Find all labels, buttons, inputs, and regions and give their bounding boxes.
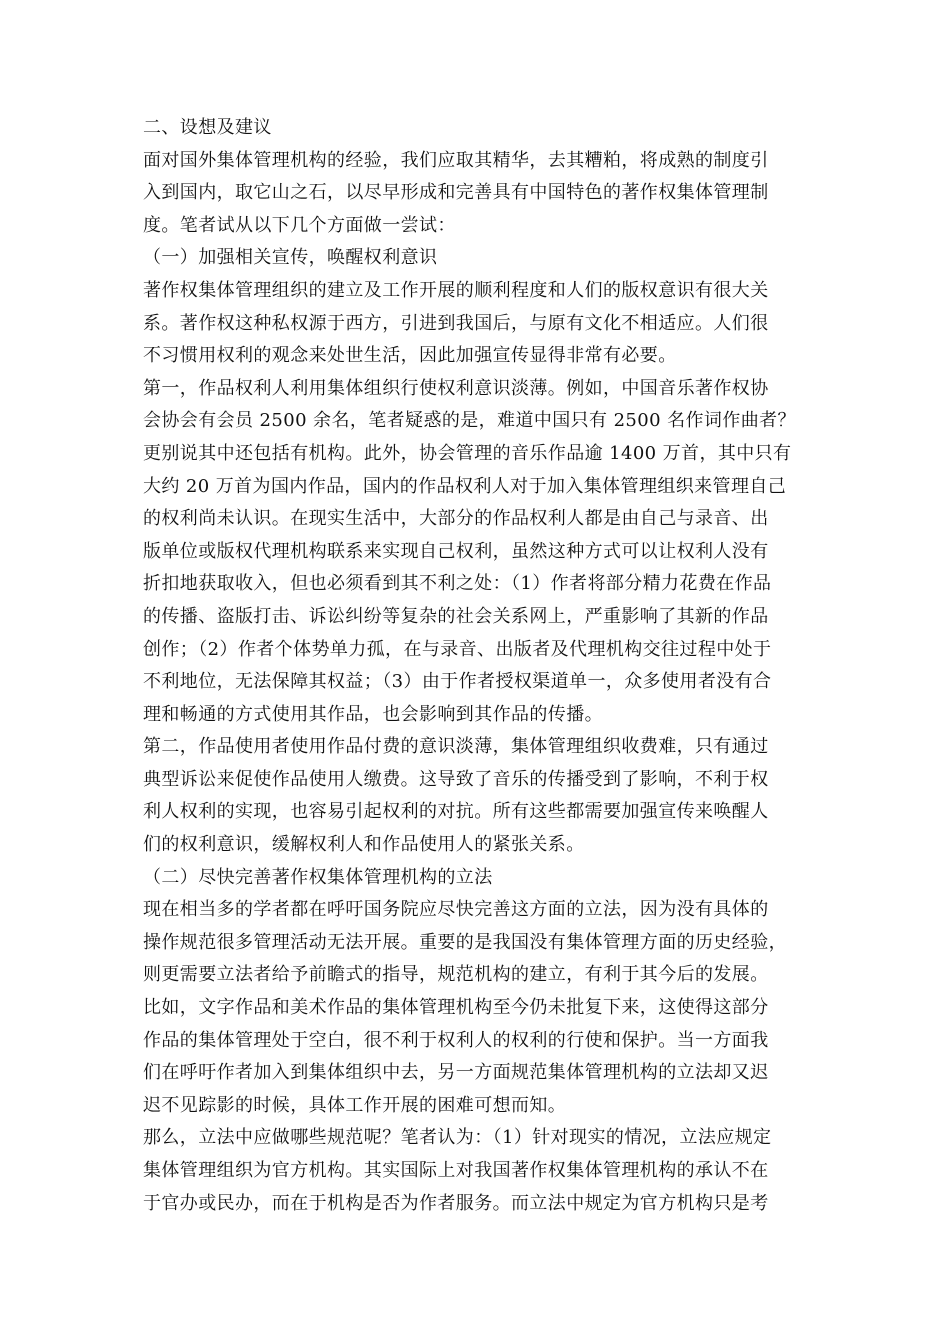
text-line: 那么，立法中应做哪些规范呢？笔者认为：（1）针对现实的情况，立法应规定: [143, 1127, 772, 1149]
text-line: 作品的集体管理处于空白，很不利于权利人的权利的行使和保护。当一方面我: [143, 1029, 769, 1051]
body-text: [143, 112, 813, 1220]
text-line: 集体管理组织为官方机构。其实国际上对我国著作权集体管理机构的承认不在: [143, 1160, 769, 1181]
text-line: 迟不见踪影的时候，具体工作开展的困难可想而知。: [143, 1094, 567, 1116]
text-line: 操作规范很多管理活动无法开展。重要的是我国没有集体管理方面的历史经验，: [143, 931, 787, 953]
text-line: 著作权集体管理组织的建立及工作开展的顺利程度和人们的版权意识有很大关: [143, 279, 769, 301]
section-heading-2: 二、设想及建议: [143, 117, 272, 138]
text-line: 比如，文字作品和美术作品的集体管理机构至今仍未批复下来，这使得这部分: [143, 997, 769, 1019]
subheading-2: （二）尽快完善著作权集体管理机构的立法: [143, 866, 493, 888]
text-line: 的权利尚未认识。在现实生活中，大部分的作品权利人都是由自己与录音、出: [143, 508, 769, 530]
text-line: 大约 20 万首为国内作品，国内的作品权利人对于加入集体管理组织来管理自己: [143, 475, 787, 497]
text-line: 的传播、盗版打击、诉讼纠纷等复杂的社会关系网上，严重影响了其新的作品: [143, 605, 769, 627]
subheading-1: （一）加强相关宣传，唤醒权利意识: [143, 247, 438, 269]
text-line: 创作；（2）作者个体势单力孤，在与录音、出版者及代理机构交往过程中处于: [143, 638, 772, 660]
text-line: 度。笔者试从以下几个方面做一尝试：: [143, 214, 456, 236]
text-line: 系。著作权这种私权源于西方，引进到我国后，与原有文化不相适应。人们很: [143, 312, 769, 334]
text-line: 于官办或民办，而在于机构是否为作者服务。而立法中规定为官方机构只是考: [143, 1192, 769, 1214]
text-line: 会协会有会员 2500 余名，笔者疑惑的是，难道中国只有 2500 名作词作曲者？: [143, 410, 796, 432]
text-line: 则更需要立法者给予前瞻式的指导，规范机构的建立，有利于其今后的发展。: [143, 964, 769, 986]
text-line: 们在呼吁作者加入到集体组织中去，另一方面规范集体管理机构的立法却又迟: [143, 1062, 769, 1084]
text-line: 第一，作品权利人利用集体组织行使权利意识淡薄。例如，中国音乐著作权协: [143, 377, 769, 399]
text-line: 不习惯用权利的观念来处世生活，因此加强宣传显得非常有必要。: [143, 345, 677, 367]
text-line: 版单位或版权代理机构联系来实现自己权利，虽然这种方式可以让权利人没有: [143, 540, 769, 562]
text-line: 现在相当多的学者都在呼吁国务院应尽快完善这方面的立法，因为没有具体的: [143, 899, 769, 921]
text-line: 第二，作品使用者使用作品付费的意识淡薄，集体管理组织收费难，只有通过: [143, 736, 769, 758]
text-line: 利人权利的实现，也容易引起权利的对抗。所有这些都需要加强宣传来唤醒人: [143, 801, 769, 823]
text-line: 入到国内，取它山之石，以尽早形成和完善具有中国特色的著作权集体管理制: [143, 182, 769, 204]
text-line: 理和畅通的方式使用其作品，也会影响到其作品的传播。: [143, 703, 603, 725]
text-line: 更别说其中还包括有机构。此外，协会管理的音乐作品逾 1400 万首，其中只有: [143, 442, 792, 464]
text-line: 不利地位，无法保障其权益；（3）由于作者授权渠道单一，众多使用者没有合: [143, 671, 772, 693]
text-line: 们的权利意识，缓解权利人和作品使用人的紧张关系。: [143, 834, 585, 856]
text-line: 典型诉讼来促使作品使用人缴费。这导致了音乐的传播受到了影响，不利于权: [143, 768, 769, 790]
text-line: 面对国外集体管理机构的经验，我们应取其精华，去其糟粕，将成熟的制度引: [143, 149, 769, 171]
text-line: 折扣地获取收入，但也必须看到其不利之处：（1）作者将部分精力花费在作品: [143, 573, 772, 595]
